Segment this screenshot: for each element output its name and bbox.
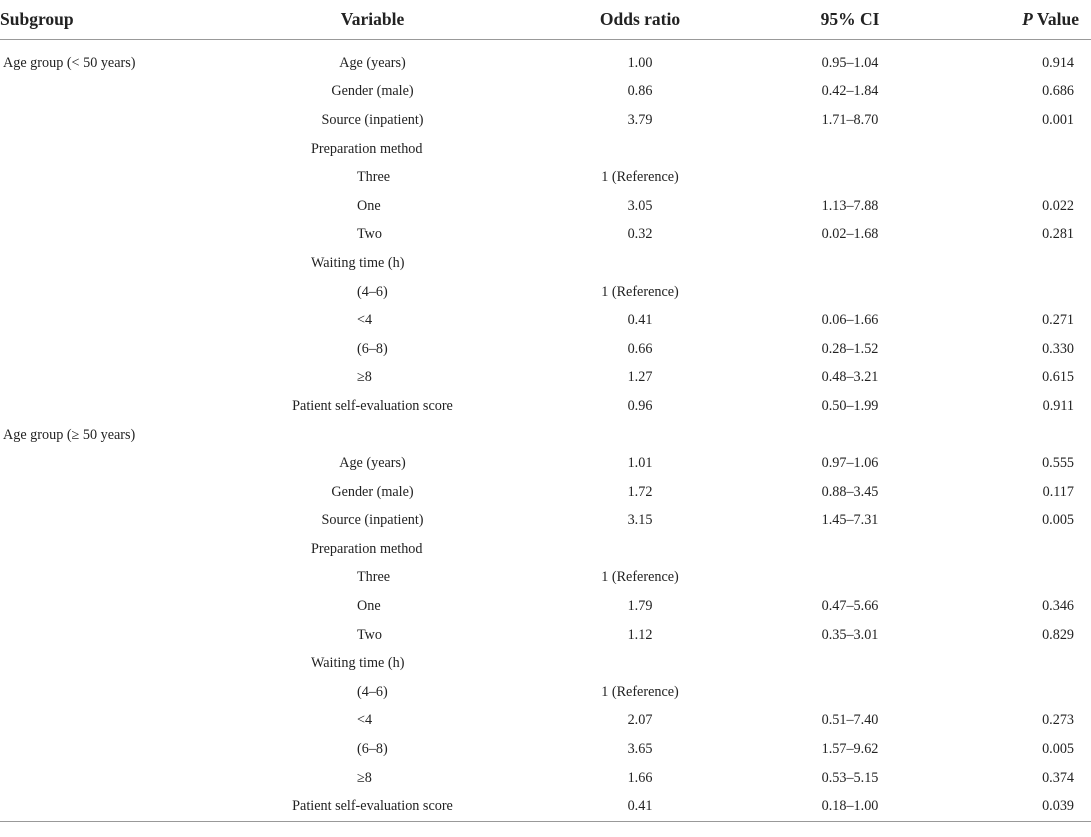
subgroup-cell bbox=[0, 764, 205, 793]
p-value-cell bbox=[960, 678, 1091, 707]
ci-cell bbox=[740, 278, 960, 307]
p-value-cell: 0.346 bbox=[1042, 598, 1074, 615]
subgroup-cell bbox=[0, 535, 205, 564]
odds-ratio-cell: 3.05 bbox=[627, 197, 653, 214]
p-value-cell bbox=[960, 421, 1091, 450]
table-row bbox=[0, 249, 1091, 278]
subgroup-cell bbox=[0, 735, 205, 764]
variable-cell: Waiting time (h) bbox=[311, 655, 405, 672]
table-row bbox=[0, 564, 1091, 593]
odds-ratio-cell bbox=[540, 135, 740, 164]
table-row bbox=[0, 592, 1091, 621]
p-value-cell bbox=[960, 163, 1091, 192]
ci-cell: 1.13–7.88 bbox=[821, 197, 879, 214]
subgroup-cell bbox=[0, 163, 205, 192]
p-value-cell: 0.271 bbox=[1042, 312, 1074, 329]
p-value-cell: 0.615 bbox=[1042, 369, 1074, 386]
p-value-cell: 0.005 bbox=[1042, 512, 1074, 529]
spacer-row bbox=[0, 40, 1091, 50]
table-row bbox=[0, 707, 1091, 736]
variable-cell: (6–8) bbox=[357, 340, 388, 357]
ci-cell: 0.02–1.68 bbox=[821, 226, 879, 243]
odds-ratio-cell: 1 (Reference) bbox=[601, 283, 679, 300]
p-value-cell bbox=[960, 535, 1091, 564]
subgroup-cell bbox=[0, 249, 205, 278]
p-value-cell bbox=[960, 649, 1091, 678]
table-row bbox=[0, 392, 1091, 421]
subgroup-cell bbox=[0, 678, 205, 707]
variable-cell: Preparation method bbox=[311, 540, 423, 557]
variable-cell: Two bbox=[357, 626, 383, 643]
subgroup-cell bbox=[0, 592, 205, 621]
table-row bbox=[0, 421, 1091, 450]
variable-cell: Age (years) bbox=[339, 54, 406, 71]
odds-ratio-cell bbox=[540, 421, 740, 450]
subgroup-cell bbox=[0, 649, 205, 678]
variable-cell: Preparation method bbox=[311, 140, 423, 157]
p-value-cell: 0.001 bbox=[1042, 111, 1074, 128]
ci-cell: 0.35–3.01 bbox=[821, 626, 879, 643]
variable-cell bbox=[205, 421, 540, 450]
table-row bbox=[0, 764, 1091, 793]
odds-ratio-cell: 0.66 bbox=[627, 340, 653, 357]
variable-cell: One bbox=[357, 197, 381, 214]
odds-ratio-cell: 0.41 bbox=[627, 312, 653, 329]
subgroup-cell bbox=[0, 192, 205, 221]
odds-ratio-cell: 0.32 bbox=[627, 226, 653, 243]
variable-cell: Age (years) bbox=[339, 455, 406, 472]
table-row bbox=[0, 221, 1091, 250]
odds-ratio-cell bbox=[540, 649, 740, 678]
variable-cell: Source (inpatient) bbox=[321, 111, 424, 128]
p-value-cell: 0.330 bbox=[1042, 340, 1074, 357]
p-value-cell bbox=[960, 564, 1091, 593]
variable-cell: <4 bbox=[357, 312, 373, 329]
header-subgroup: Subgroup bbox=[0, 0, 205, 40]
header-p-letter: P bbox=[1022, 9, 1033, 29]
ci-cell bbox=[740, 535, 960, 564]
table-row bbox=[0, 278, 1091, 307]
ci-cell: 1.71–8.70 bbox=[821, 111, 879, 128]
table-row bbox=[0, 449, 1091, 478]
odds-ratio-cell: 1 (Reference) bbox=[601, 683, 679, 700]
table-row bbox=[0, 792, 1091, 821]
odds-ratio-cell: 3.65 bbox=[627, 741, 653, 758]
p-value-cell: 0.555 bbox=[1042, 455, 1074, 472]
p-value-cell: 0.829 bbox=[1042, 626, 1074, 643]
odds-ratio-cell: 1.72 bbox=[627, 483, 653, 500]
subgroup-cell bbox=[0, 135, 205, 164]
odds-ratio-cell: 3.15 bbox=[627, 512, 653, 529]
subgroup-cell bbox=[0, 621, 205, 650]
ci-cell: 0.53–5.15 bbox=[821, 769, 879, 786]
odds-ratio-cell: 0.86 bbox=[627, 83, 653, 100]
ci-cell: 0.51–7.40 bbox=[821, 712, 879, 729]
table-row bbox=[0, 364, 1091, 393]
p-value-cell: 0.005 bbox=[1042, 741, 1074, 758]
subgroup-cell bbox=[0, 364, 205, 393]
p-value-cell bbox=[960, 278, 1091, 307]
table-row bbox=[0, 306, 1091, 335]
p-value-cell: 0.686 bbox=[1042, 83, 1074, 100]
subgroup-cell: Age group (< 50 years) bbox=[3, 54, 136, 71]
header-p-value bbox=[960, 0, 1091, 40]
ci-cell bbox=[740, 649, 960, 678]
ci-cell bbox=[740, 564, 960, 593]
subgroup-cell bbox=[0, 707, 205, 736]
table-row bbox=[0, 192, 1091, 221]
ci-cell bbox=[740, 163, 960, 192]
table-row bbox=[0, 478, 1091, 507]
ci-cell: 0.47–5.66 bbox=[821, 598, 879, 615]
header-ci: 95% CI bbox=[740, 0, 960, 40]
variable-cell: Patient self-evaluation score bbox=[205, 792, 540, 821]
variable-cell: Patient self-evaluation score bbox=[292, 397, 453, 414]
p-value-cell: 0.022 bbox=[1042, 197, 1074, 214]
p-value-cell: 0.281 bbox=[1042, 226, 1074, 243]
odds-ratio-cell: 0.96 bbox=[627, 397, 653, 414]
subgroup-cell bbox=[0, 564, 205, 593]
header-p-suffix: Value bbox=[1032, 9, 1079, 29]
table-row bbox=[0, 106, 1091, 135]
odds-ratio-cell: 1.79 bbox=[627, 598, 653, 615]
p-value-cell: 0.117 bbox=[1042, 483, 1074, 500]
subgroup-cell bbox=[0, 392, 205, 421]
table-header bbox=[0, 0, 1091, 40]
ci-cell bbox=[740, 421, 960, 450]
subgroup-cell bbox=[0, 221, 205, 250]
table-row bbox=[0, 78, 1091, 107]
subgroup-cell bbox=[0, 278, 205, 307]
variable-cell: ≥8 bbox=[357, 369, 372, 386]
ci-cell: 0.95–1.04 bbox=[821, 54, 879, 71]
subgroup-cell: Age group (≥ 50 years) bbox=[3, 426, 136, 443]
variable-cell: Waiting time (h) bbox=[311, 254, 405, 271]
p-value-cell: 0.039 bbox=[960, 792, 1091, 821]
odds-ratio-cell: 1.66 bbox=[627, 769, 653, 786]
p-value-cell: 0.911 bbox=[1042, 397, 1074, 414]
ci-cell bbox=[740, 135, 960, 164]
ci-cell: 0.28–1.52 bbox=[821, 340, 879, 357]
header-variable: Variable bbox=[205, 0, 540, 40]
odds-ratio-cell: 1.01 bbox=[627, 455, 653, 472]
table-row bbox=[0, 163, 1091, 192]
table-row bbox=[0, 135, 1091, 164]
table-row bbox=[0, 335, 1091, 364]
table-row bbox=[0, 649, 1091, 678]
odds-ratio-cell: 1 (Reference) bbox=[601, 569, 679, 586]
subgroup-cell bbox=[0, 478, 205, 507]
p-value-cell: 0.914 bbox=[1042, 54, 1074, 71]
table-body bbox=[0, 40, 1091, 822]
ci-cell: 0.18–1.00 bbox=[740, 792, 960, 821]
subgroup-cell bbox=[0, 106, 205, 135]
variable-cell: One bbox=[357, 598, 381, 615]
odds-ratio-cell: 1.00 bbox=[627, 54, 653, 71]
subgroup-cell bbox=[0, 792, 205, 821]
odds-ratio-cell: 0.41 bbox=[540, 792, 740, 821]
ci-cell: 1.45–7.31 bbox=[821, 512, 879, 529]
ci-cell: 0.48–3.21 bbox=[821, 369, 879, 386]
ci-cell: 0.88–3.45 bbox=[821, 483, 879, 500]
table-row bbox=[0, 507, 1091, 536]
variable-cell: Gender (male) bbox=[331, 83, 414, 100]
table-row bbox=[0, 621, 1091, 650]
p-value-cell bbox=[960, 249, 1091, 278]
subgroup-cell bbox=[0, 507, 205, 536]
ci-cell: 0.42–1.84 bbox=[821, 83, 879, 100]
table-row bbox=[0, 678, 1091, 707]
ci-cell: 0.50–1.99 bbox=[821, 397, 879, 414]
variable-cell: Source (inpatient) bbox=[321, 512, 424, 529]
subgroup-cell bbox=[0, 335, 205, 364]
ci-cell bbox=[740, 678, 960, 707]
variable-cell: Two bbox=[357, 226, 383, 243]
odds-ratio-cell bbox=[540, 249, 740, 278]
table-row bbox=[0, 49, 1091, 78]
ci-cell: 1.57–9.62 bbox=[821, 741, 879, 758]
variable-cell: <4 bbox=[357, 712, 373, 729]
variable-cell: (4–6) bbox=[357, 283, 388, 300]
ci-cell bbox=[740, 249, 960, 278]
subgroup-cell bbox=[0, 449, 205, 478]
p-value-cell bbox=[960, 135, 1091, 164]
odds-ratio-cell bbox=[540, 535, 740, 564]
table-row bbox=[0, 535, 1091, 564]
subgroup-cell bbox=[0, 306, 205, 335]
odds-ratio-cell: 1 (Reference) bbox=[601, 169, 679, 186]
variable-cell: Three bbox=[357, 569, 391, 586]
odds-ratio-cell: 1.12 bbox=[627, 626, 653, 643]
variable-cell: Gender (male) bbox=[331, 483, 414, 500]
odds-ratio-cell: 2.07 bbox=[627, 712, 653, 729]
ci-cell: 0.06–1.66 bbox=[821, 312, 879, 329]
variable-cell: Three bbox=[357, 169, 391, 186]
subgroup-cell bbox=[0, 78, 205, 107]
odds-ratio-cell: 3.79 bbox=[627, 111, 653, 128]
ci-cell: 0.97–1.06 bbox=[821, 455, 879, 472]
table-row bbox=[0, 735, 1091, 764]
variable-cell: (4–6) bbox=[357, 683, 388, 700]
variable-cell: (6–8) bbox=[357, 741, 388, 758]
variable-cell: ≥8 bbox=[357, 769, 372, 786]
header-odds-ratio: Odds ratio bbox=[540, 0, 740, 40]
odds-ratio-cell: 1.27 bbox=[627, 369, 653, 386]
p-value-cell: 0.273 bbox=[1042, 712, 1074, 729]
p-value-cell: 0.374 bbox=[1042, 769, 1074, 786]
